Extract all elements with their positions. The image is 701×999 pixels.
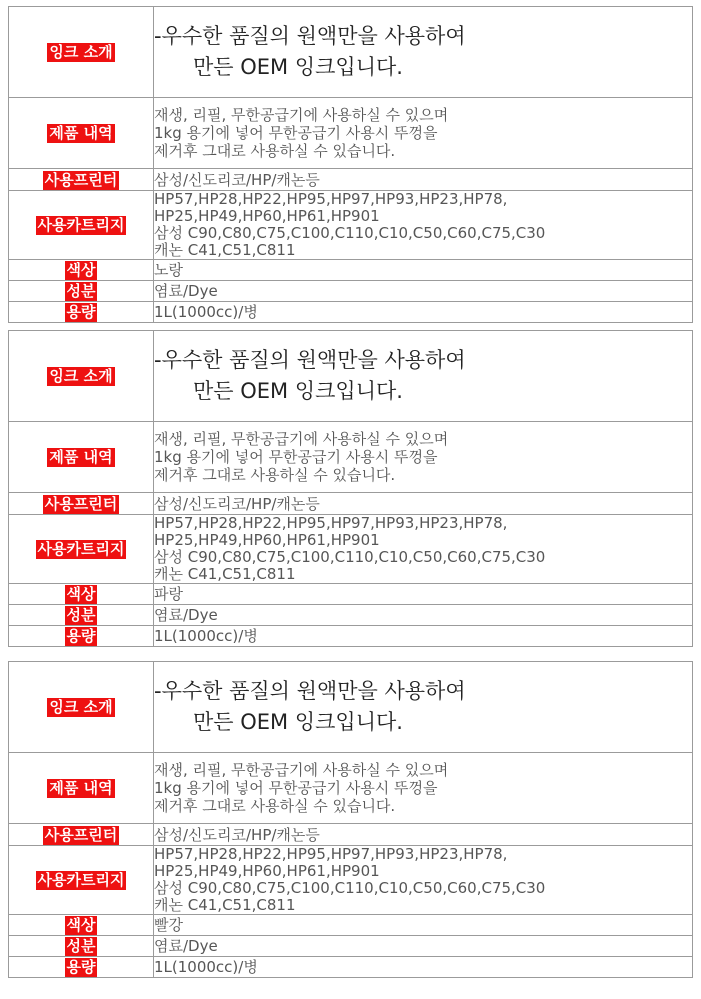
row-component: [9, 281, 693, 302]
printers-label: 사용프린터: [44, 825, 118, 844]
printers-label-cell: [9, 493, 154, 515]
intro-line-2: 만든 OEM 잉크입니다.: [193, 379, 403, 403]
ink-intro-label-cell: [9, 331, 154, 422]
component-label: 성분: [66, 606, 96, 624]
cartridges-label-cell: [9, 846, 154, 915]
product-details-label: 제품 내역: [49, 124, 113, 142]
capacity-label: 용량: [66, 627, 96, 645]
printers-label-cell: [9, 169, 154, 191]
ink-intro-label-cell: [9, 662, 154, 753]
cartridges-content: [154, 191, 693, 260]
details-line-1: 재생, 리필, 무한공급기에 사용하실 수 있으며: [154, 106, 449, 124]
cartridges-content: [154, 846, 693, 915]
printers-value: 삼성/신도리코/HP/캐논등: [154, 824, 693, 846]
cartridges-line-4: 캐논 C41,C51,C811: [154, 241, 296, 259]
details-line-1: 재생, 리필, 무한공급기에 사용하실 수 있으며: [154, 761, 449, 779]
row-ink-intro: [9, 7, 693, 98]
color-label-cell: [9, 584, 154, 605]
row-capacity: [9, 626, 693, 647]
product-details-label-cell: [9, 753, 154, 824]
cartridges-label: 사용카트리지: [37, 216, 125, 234]
product-details-label-cell: [9, 98, 154, 169]
cartridges-line-2: HP25,HP49,HP60,HP61,HP901: [154, 207, 380, 225]
printers-value: 삼성/신도리코/HP/캐논등: [154, 169, 693, 191]
printers-label: 사용프린터: [44, 170, 118, 189]
details-line-1: 재생, 리필, 무한공급기에 사용하실 수 있으며: [154, 430, 449, 448]
row-product-details: [9, 98, 693, 169]
color-label: 색상: [66, 916, 96, 934]
row-component: [9, 605, 693, 626]
cartridges-content: [154, 515, 693, 584]
details-line-2: 1kg 용기에 넣어 무한공급기 사용시 뚜껑을: [154, 779, 438, 797]
color-label-cell: [9, 915, 154, 936]
capacity-label-cell: [9, 626, 154, 647]
row-capacity: [9, 302, 693, 323]
ink-intro-content: [154, 7, 693, 98]
product-details-content: [154, 422, 693, 493]
color-label: 색상: [66, 261, 96, 279]
cartridges-label: 사용카트리지: [37, 871, 125, 889]
component-label-cell: [9, 281, 154, 302]
component-value: 염료/Dye: [154, 605, 693, 626]
details-line-2: 1kg 용기에 넣어 무한공급기 사용시 뚜껑을: [154, 124, 438, 142]
component-value: 염료/Dye: [154, 936, 693, 957]
color-label-cell: [9, 260, 154, 281]
product-details-content: [154, 753, 693, 824]
capacity-value: 1L(1000cc)/병: [154, 302, 693, 323]
component-label: 성분: [66, 282, 96, 300]
row-ink-intro: [9, 331, 693, 422]
row-capacity: [9, 957, 693, 978]
ink-intro-content: [154, 331, 693, 422]
component-value: 염료/Dye: [154, 281, 693, 302]
color-value: 노랑: [154, 260, 693, 281]
row-product-details: [9, 422, 693, 493]
intro-line-1: -우수한 품질의 원액만을 사용하여: [154, 24, 466, 48]
spec-table-yellow: [8, 6, 693, 323]
row-ink-intro: [9, 662, 693, 753]
ink-intro-label: 잉크 소개: [49, 367, 113, 385]
row-printers: [9, 493, 693, 515]
spec-table-blue: [8, 330, 693, 647]
component-label: 성분: [66, 937, 96, 955]
cartridges-label-cell: [9, 515, 154, 584]
cartridges-line-3: 삼성 C90,C80,C75,C100,C110,C10,C50,C60,C75,C30: [154, 224, 546, 242]
product-details-label: 제품 내역: [49, 779, 113, 797]
row-cartridges: [9, 515, 693, 584]
row-cartridges: [9, 846, 693, 915]
printers-label: 사용프린터: [44, 494, 118, 513]
cartridges-line-1: HP57,HP28,HP22,HP95,HP97,HP93,HP23,HP78,: [154, 190, 508, 208]
capacity-label: 용량: [66, 303, 96, 321]
details-line-3: 제거후 그대로 사용하실 수 있습니다.: [154, 466, 396, 484]
cartridges-line-4: 캐논 C41,C51,C811: [154, 896, 296, 914]
row-printers: [9, 169, 693, 191]
product-details-label-cell: [9, 422, 154, 493]
row-product-details: [9, 753, 693, 824]
capacity-value: 1L(1000cc)/병: [154, 957, 693, 978]
row-color: [9, 915, 693, 936]
ink-intro-content: [154, 662, 693, 753]
cartridges-line-1: HP57,HP28,HP22,HP95,HP97,HP93,HP23,HP78,: [154, 845, 508, 863]
cartridges-line-3: 삼성 C90,C80,C75,C100,C110,C10,C50,C60,C75,C30: [154, 879, 546, 897]
capacity-label-cell: [9, 302, 154, 323]
row-cartridges: [9, 191, 693, 260]
row-color: [9, 260, 693, 281]
capacity-label: 용량: [66, 958, 96, 976]
cartridges-label-cell: [9, 191, 154, 260]
row-component: [9, 936, 693, 957]
details-line-3: 제거후 그대로 사용하실 수 있습니다.: [154, 797, 396, 815]
cartridges-line-2: HP25,HP49,HP60,HP61,HP901: [154, 531, 380, 549]
details-line-3: 제거후 그대로 사용하실 수 있습니다.: [154, 142, 396, 160]
intro-line-1: -우수한 품질의 원액만을 사용하여: [154, 348, 466, 372]
color-value: 빨강: [154, 915, 693, 936]
ink-intro-label: 잉크 소개: [49, 43, 113, 61]
product-details-label: 제품 내역: [49, 448, 113, 466]
printers-label-cell: [9, 824, 154, 846]
cartridges-label: 사용카트리지: [37, 540, 125, 558]
color-label: 색상: [66, 585, 96, 603]
intro-line-1: -우수한 품질의 원액만을 사용하여: [154, 679, 466, 703]
cartridges-line-1: HP57,HP28,HP22,HP95,HP97,HP93,HP23,HP78,: [154, 514, 508, 532]
component-label-cell: [9, 605, 154, 626]
cartridges-line-3: 삼성 C90,C80,C75,C100,C110,C10,C50,C60,C75,C30: [154, 548, 546, 566]
ink-intro-label-cell: [9, 7, 154, 98]
cartridges-line-2: HP25,HP49,HP60,HP61,HP901: [154, 862, 380, 880]
capacity-label-cell: [9, 957, 154, 978]
product-details-content: [154, 98, 693, 169]
component-label-cell: [9, 936, 154, 957]
row-color: [9, 584, 693, 605]
intro-line-2: 만든 OEM 잉크입니다.: [193, 55, 403, 79]
row-printers: [9, 824, 693, 846]
ink-intro-label: 잉크 소개: [49, 698, 113, 716]
spec-table-red: [8, 661, 693, 978]
capacity-value: 1L(1000cc)/병: [154, 626, 693, 647]
intro-line-2: 만든 OEM 잉크입니다.: [193, 710, 403, 734]
details-line-2: 1kg 용기에 넣어 무한공급기 사용시 뚜껑을: [154, 448, 438, 466]
cartridges-line-4: 캐논 C41,C51,C811: [154, 565, 296, 583]
color-value: 파랑: [154, 584, 693, 605]
printers-value: 삼성/신도리코/HP/캐논등: [154, 493, 693, 515]
